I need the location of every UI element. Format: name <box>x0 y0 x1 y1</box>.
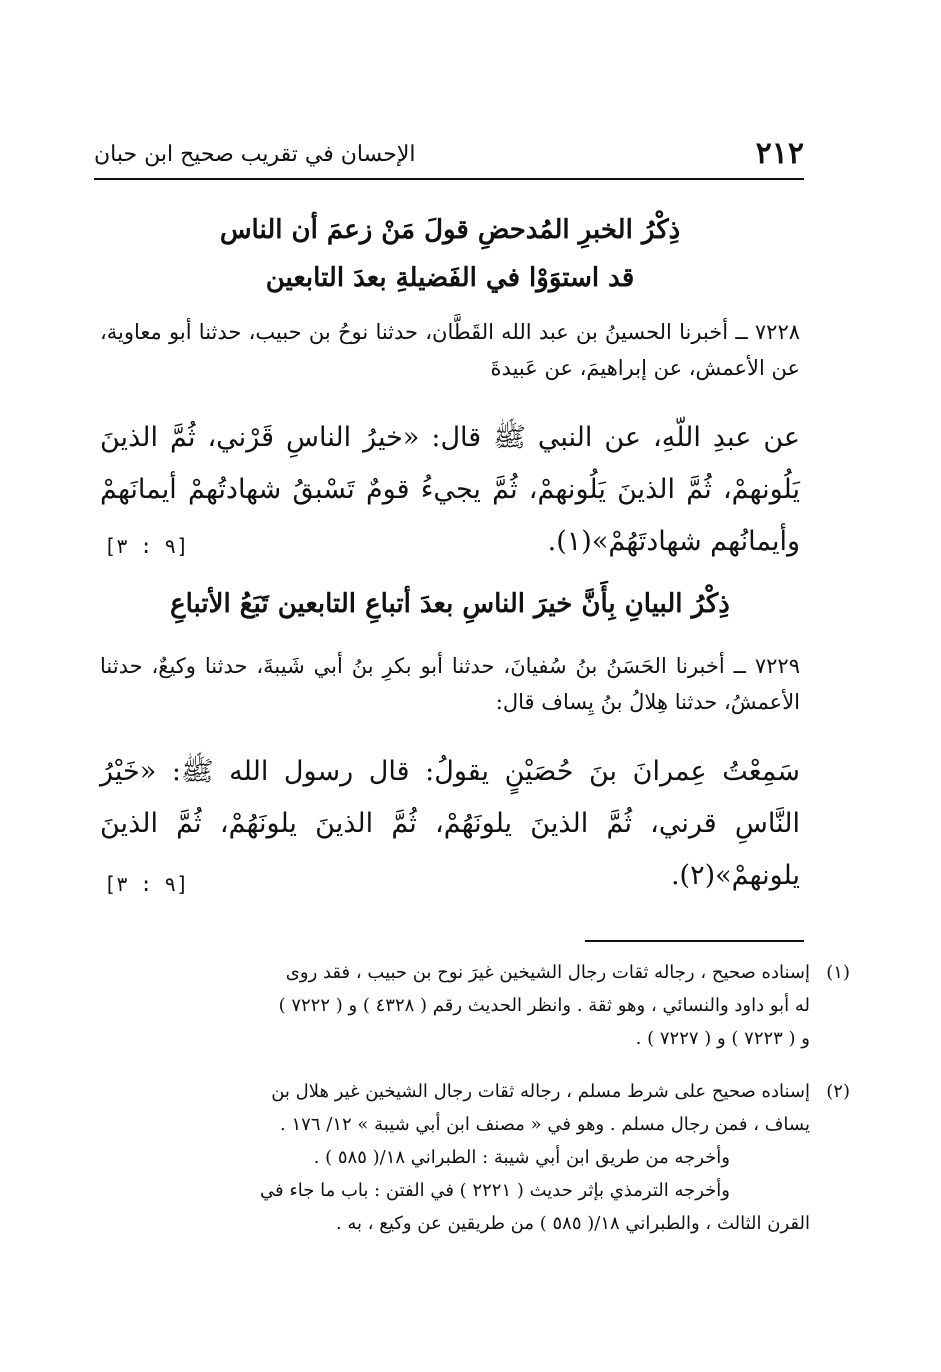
footnote-1 <box>112 956 850 1055</box>
footnote-2 <box>112 1075 850 1240</box>
isnad-7229: ٧٢٢٩ ــ أخبرنا الحَسَنُ بنُ سُفيانَ، حدثنا أبو بكرِ بنُ أبي شَيبةَ، حدثنا وكيعٌ، حدثنا الأعمشُ، حدثنا هِلالُ بنُ يِساف قال: <box>100 654 800 714</box>
footnote-1-line: إسناده صحيح ، رجاله ثقات رجال الشيخين غيرَ نوح بن حبيب ، فقد روى <box>285 962 810 983</box>
footnote-1-line: له أبو داود والنسائي ، وهو ثقة . وانظر الحديث رقم ( ٤٣٢٨ ) و ( ٧٢٢٢ ) <box>278 995 810 1016</box>
footnote-1-marker: (١) <box>826 962 850 983</box>
footnote-2-line: وأخرجه الترمذي بإثر حديث ( ٢٢٢١ ) في الفتن : باب ما جاء في <box>259 1180 730 1201</box>
chapter-heading-2-line-1: ذِكْرُ البيانِ بِأَنَّ خيرَ الناسِ بعدَ أتباعِ التابعين تَبَعُ الأتباعِ <box>170 589 730 619</box>
hadith-7228: عن عبدِ اللّهِ، عن النبي ﷺ قال: «خيرُ الناسِ قَرْني، ثُمَّ الذينَ يَلُونهمْ، ثُمَّ الذينَ يَلُونهمْ، ثُمَّ يجيءُ قومٌ تَسْبقُ شهادتُهمْ أيمانَهمْ وأيمانُهم شهادتَهُمْ»(١). <box>100 422 800 557</box>
running-title: الإحسان في تقريب صحيح ابن حبان <box>94 142 416 167</box>
footnote-2-marker: (٢) <box>826 1081 850 1102</box>
page-number: ٢١٢ <box>755 136 804 171</box>
hadith-7229: سَمِعْتُ عِمرانَ بنَ حُصَيْنٍ يقولُ: قال رسول الله ﷺ: «خَيْرُ النَّاسِ قرني، ثُمَّ الذينَ يلونَهُمْ، ثُمَّ الذينَ يلونَهُمْ، ثُمَّ الذينَ يلونهمْ»(٢). <box>100 756 800 891</box>
isnad-7228: ٧٢٢٨ ــ أخبرنا الحسينُ بن عبد الله القَطَّان، حدثنا نوحُ بن حبيب، حدثنا أبو معاوية، عن الأعمش، عن إبراهيمَ، عن عَبيدةَ <box>100 320 801 380</box>
grading-7228: [٩ : ٣] <box>104 534 189 558</box>
footnote-2-line: إسناده صحيح على شرط مسلم ، رجاله ثقات رجال الشيخين غير هلال بن <box>271 1081 810 1102</box>
chapter-heading-1-line-1: ذِكْرُ الخبرِ المُدحضِ قولَ مَنْ زعمَ أن الناس <box>219 215 681 245</box>
page-header <box>94 136 804 180</box>
chapter-heading-2 <box>110 580 790 628</box>
footnote-2-line: يساف ، فمن رجال مسلم . وهو في « مصنف ابن أبي شيبة » ١٢/ ١٧٦ . <box>280 1114 810 1135</box>
footnote-2-line: القرن الثالث ، والطبراني ١٨/( ٥٨٥ ) من طريقين عن وكيع ، به . <box>335 1213 810 1234</box>
footnote-1-line: و ( ٧٢٢٣ ) و ( ٧٢٢٧ ) . <box>635 1028 810 1049</box>
footnote-2-line: وأخرجه من طريق ابن أبي شيبة : الطبراني ١٨/( ٥٨٥ ) . <box>313 1147 730 1168</box>
footnote-separator <box>585 940 804 942</box>
chapter-heading-1 <box>110 206 790 302</box>
chapter-heading-1-line-2: قد استوَوْا في الفَضيلةِ بعدَ التابعين <box>265 263 635 293</box>
grading-7229: [٩ : ٣] <box>104 872 189 896</box>
